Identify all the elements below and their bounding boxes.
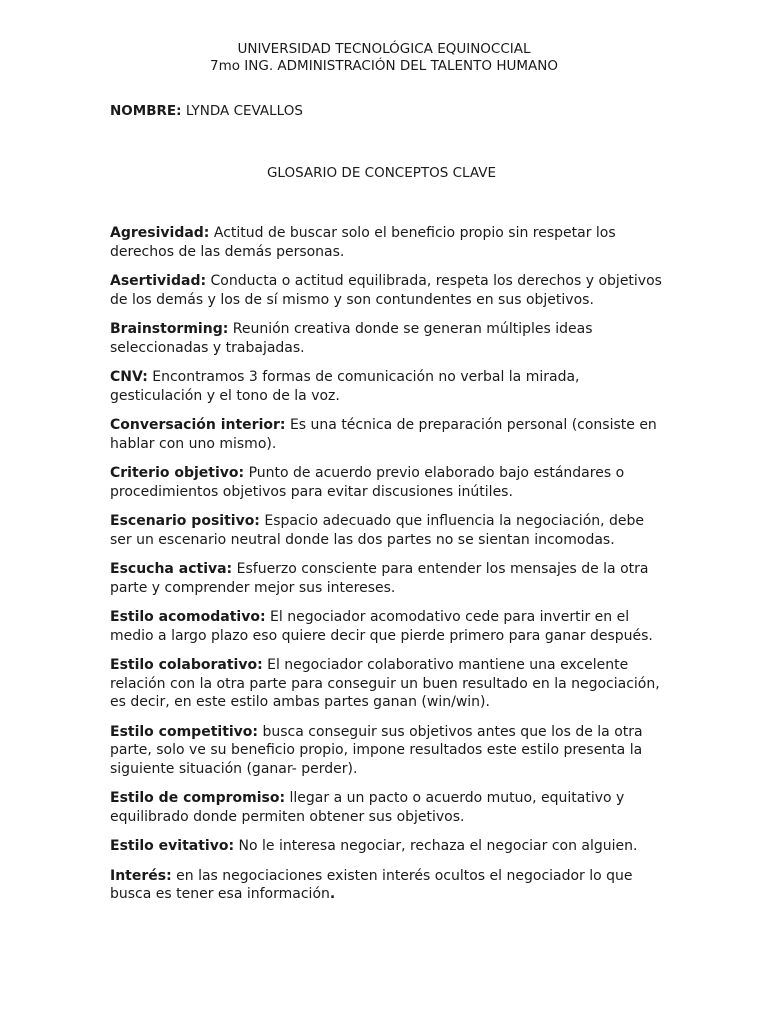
glossary-definition: No le interesa negociar, rechaza el negociar con alguien. — [238, 838, 638, 854]
glossary-term: Escenario positivo: — [110, 513, 260, 529]
glossary-definition: Es una técnica de preparación personal (consiste en hablar con uno mismo). — [110, 417, 657, 452]
glossary-term: CNV: — [110, 369, 148, 385]
glossary-definition: en las negociaciones existen interés ocultos el negociador lo que busca es tener esa información — [110, 867, 633, 902]
glossary-entry — [110, 656, 670, 712]
glossary-definition: llegar a un pacto o acuerdo mutuo, equitativo y equilibrado donde permiten obtener sus objetivos. — [110, 790, 625, 825]
glossary-definition: Esfuerzo consciente para entender los mensajes de la otra parte y comprender mejor sus intereses. — [110, 561, 649, 596]
glossary-entry — [110, 368, 670, 405]
glossary-entry — [110, 723, 670, 779]
glossary-entry — [110, 837, 670, 856]
student-name: LYNDA CEVALLOS — [185, 103, 303, 119]
glossary-entry — [110, 224, 670, 261]
glossary-term: Asertividad: — [110, 273, 207, 289]
glossary-entry — [110, 608, 670, 645]
program-name: 7mo ING. ADMINISTRACIÓN DEL TALENTO HUMANO — [210, 58, 558, 74]
name-label: NOMBRE: — [110, 103, 182, 119]
glossary-term: Estilo de compromiso: — [110, 790, 286, 806]
glossary-entry — [110, 512, 670, 549]
glossary-list — [110, 224, 670, 915]
glossary-term: Conversación interior: — [110, 417, 286, 433]
glossary-term: Criterio objetivo: — [110, 465, 245, 481]
glossary-term: Estilo colaborativo: — [110, 657, 263, 673]
glossary-entry — [110, 416, 670, 453]
glossary-entry — [110, 789, 670, 826]
glossary-term: Brainstorming: — [110, 321, 229, 337]
glossary-definition: Espacio adecuado que influencia la negociación, debe ser un escenario neutral donde las dos partes no se sientan incomodas. — [110, 513, 645, 548]
glossary-term: Agresividad: — [110, 225, 210, 241]
university-name: UNIVERSIDAD TECNOLÓGICA EQUINOCCIAL — [237, 41, 531, 57]
glossary-definition: Reunión creativa donde se generan múltiples ideas seleccionadas y trabajadas. — [110, 321, 593, 356]
glossary-term: Escucha activa: — [110, 561, 233, 577]
student-name-line — [110, 103, 303, 119]
glossary-term: Estilo competitivo: — [110, 723, 259, 740]
glossary-term: Estilo evitativo: — [110, 838, 235, 854]
document-title: GLOSARIO DE CONCEPTOS CLAVE — [266, 165, 497, 181]
glossary-entry — [110, 560, 670, 597]
glossary-term: Estilo acomodativo: — [110, 609, 266, 625]
glossary-entry — [110, 272, 670, 309]
glossary-definition: El negociador colaborativo mantiene una excelente relación con la otra parte para conseguir un buen resultado en la negociación, es decir, en este estilo ambas partes ganan (win/win). — [110, 657, 660, 710]
glossary-definition: Actitud de buscar solo el beneficio propio sin respetar los derechos de las demás personas. — [110, 225, 616, 260]
glossary-end-mark: . — [329, 886, 336, 902]
glossary-definition: busca conseguir sus objetivos antes que los de la otra parte, solo ve su beneficio propio, impone resultados este estilo presenta la siguiente situación (ganar- perder). — [110, 723, 643, 777]
glossary-definition: Punto de acuerdo previo elaborado bajo estándares o procedimientos objetivos para evitar discusiones inútiles. — [110, 465, 625, 500]
glossary-definition: Conducta o actitud equilibrada, respeta los derechos y objetivos de los demás y los de sí mismo y son contundentes en sus objetivos. — [110, 273, 662, 308]
glossary-term: Interés: — [110, 867, 172, 884]
glossary-definition: Encontramos 3 formas de comunicación no verbal la mirada, gesticulación y el tono de la voz. — [110, 369, 580, 404]
glossary-entry — [110, 867, 670, 904]
glossary-entry — [110, 464, 670, 501]
document-header — [0, 41, 768, 75]
glossary-definition: El negociador acomodativo cede para invertir en el medio a largo plazo eso quiere decir que pierde primero para ganar después. — [110, 609, 653, 644]
glossary-entry — [110, 320, 670, 357]
